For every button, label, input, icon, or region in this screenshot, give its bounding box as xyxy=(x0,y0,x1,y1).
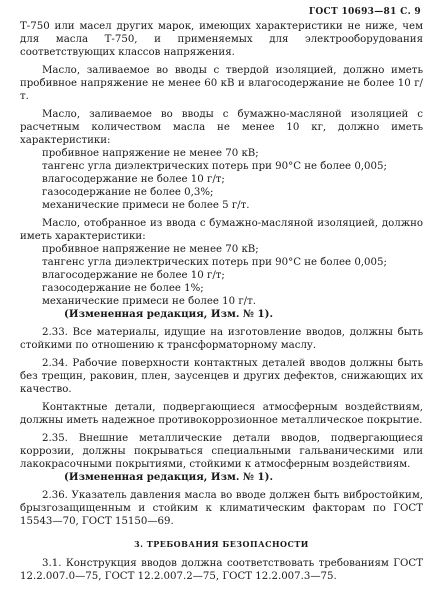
amendment-note: (Измененная редакция, Изм. № 1). xyxy=(64,471,274,483)
list-item: тангенс угла диэлектрических потерь при 90°С не более 0,005; xyxy=(42,161,387,172)
paragraph-intro: Масло, отобранное из ввода с бумажно-масляной изоляцией, должно иметь характеристики: xyxy=(20,218,423,242)
list-item: газосодержание не более 0,3%; xyxy=(42,187,214,198)
list-item: пробивное напряжение не менее 70 кВ; xyxy=(42,244,259,255)
amendment-note: (Измененная редакция, Изм. № 1). xyxy=(64,308,274,320)
paragraph-continuation: Т-750 или масел других марок, имеющих характеристики не ниже, чем для масла Т-750, и применяемых для электрооборудования соответствующих классов напряжения. xyxy=(20,21,423,58)
clause-2-34: 2.34. Рабочие поверхности контактных деталей вводов должны быть без трещин, раковин, плен, заусенцев и других дефектов, снижающих их качество. xyxy=(20,358,423,395)
page-content xyxy=(20,20,423,588)
paragraph-paper-oil-fill xyxy=(20,108,423,212)
clause-2-36: 2.36. Указатель давления масла во вводе должен быть вибростойким, брызгозащищенным и стойким к климатическим факторам по ГОСТ 15543—70, ГОСТ 15150—69. xyxy=(20,490,423,527)
clause-2-33: 2.33. Все материалы, идущие на изготовление вводов, должны быть стойкими по отношению к трансформаторному маслу. xyxy=(20,327,423,351)
list-item: механические примеси не более 10 г/т. xyxy=(42,296,256,307)
paragraph-intro: Масло, заливаемое во вводы с бумажно-масляной изоляцией с расчетным количеством масла не менее 10 кг, должно иметь характеристики: xyxy=(20,109,423,146)
paragraph-solid-insulation: Масло, заливаемое во вводы с твердой изоляцией, должно иметь пробивное напряжение не менее 60 кВ и влагосодержание не более 10 г/т. xyxy=(20,65,423,102)
paragraph-paper-oil-sample xyxy=(20,217,423,321)
list-item: влагосодержание не более 10 г/т; xyxy=(42,174,225,185)
section-heading: 3. ТРЕБОВАНИЯ БЕЗОПАСНОСТИ xyxy=(134,539,309,549)
list-item: механические примеси не более 5 г/т. xyxy=(42,200,250,211)
clause-2-35 xyxy=(20,432,423,484)
page-header: ГОСТ 10693—81 С. 9 xyxy=(308,7,421,17)
list-item: газосодержание не более 1%; xyxy=(42,283,204,294)
clause-3-1: 3.1. Конструкция вводов должна соответствовать требованиям ГОСТ 12.2.007.0—75, ГОСТ 12.2.007.2—75, ГОСТ 12.2.007.3—75. xyxy=(20,558,423,582)
list-item: влагосодержание не более 10 г/т; xyxy=(42,270,225,281)
list-item: тангенс угла диэлектрических потерь при 90°С не более 0,005; xyxy=(42,257,387,268)
list-item: пробивное напряжение не менее 70 кВ; xyxy=(42,148,259,159)
clause-2-34-contacts: Контактные детали, подвергающиеся атмосферным воздействиям, должны иметь надежное противокоррозионное металлическое покрытие. xyxy=(20,402,423,426)
clause-text: 2.35. Внешние металлические детали вводов, подвергающиеся коррозии, должны покрываться специальными гальваническими или лакокрасочными покрытиями, стойкими к атмосферным воздействиям. xyxy=(20,433,423,470)
